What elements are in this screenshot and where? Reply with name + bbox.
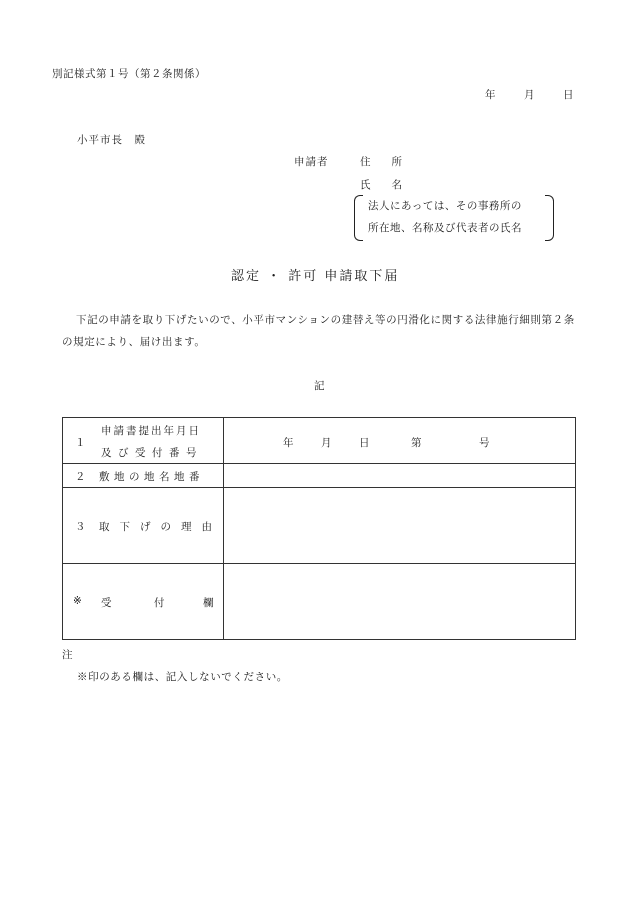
site-label: 敷地の地名地番 [99,471,204,483]
label-cell-site [63,464,224,488]
number-suffix: 号 [479,437,490,449]
label-cell-reception [63,564,224,640]
day-label: 日 [359,437,370,449]
note-heading: 注 [62,649,73,661]
right-bracket [545,195,554,241]
date-year: 年 [485,89,496,101]
table-row [63,488,576,564]
applicant-label: 申請者 [294,156,329,168]
reason-label: 取下げの理由 [99,521,222,533]
row-number: ２ [75,471,86,483]
row-mark: ※ [73,595,82,607]
label-cell-reason [63,488,224,564]
row-number: １ [75,437,86,449]
reception-cell [224,564,576,640]
year-label: 年 [283,437,294,449]
row-number: ３ [75,521,86,533]
left-bracket [354,195,363,241]
submission-label-line2: 及び受付番号 [101,447,203,459]
reason-input-cell[interactable] [224,488,576,564]
table-row [63,564,576,640]
body-text: 下記の申請を取り下げたいので、小平市マンションの建替え等の円滑化に関する法律施行細則第２条の規定により、届け出ます。 [62,314,575,348]
form-number: 別記様式第１号（第２条関係） [52,68,206,80]
number-prefix: 第 [411,437,422,449]
month-label: 月 [321,437,332,449]
submission-date-cell[interactable] [224,418,576,464]
table-row [63,418,576,464]
note-item: ※印のある欄は、記入しないでください。 [77,671,288,683]
corporate-note-line1: 法人にあっては、その事務所の [368,200,522,212]
table-row [63,464,576,488]
site-input-cell[interactable] [224,464,576,488]
reception-label-c: 欄 [203,597,217,609]
addressee: 小平市長 殿 [77,134,146,146]
reception-label-a: 受 [101,597,115,609]
form-table [62,417,576,640]
date-month: 月 [524,89,535,101]
document-title: 認定 ・ 許可 申請取下届 [231,269,400,284]
address-label: 住 所 [360,156,402,168]
date-day: 日 [563,89,574,101]
label-cell-submission [63,418,224,464]
name-label: 氏 名 [360,179,402,191]
reception-label-b: 付 [154,597,168,609]
submission-label-line1: 申請書提出年月日 [101,425,201,437]
ki-heading: 記 [314,380,325,392]
corporate-note-line2: 所在地、名称及び代表者の氏名 [368,222,522,234]
corporate-note [354,195,554,241]
